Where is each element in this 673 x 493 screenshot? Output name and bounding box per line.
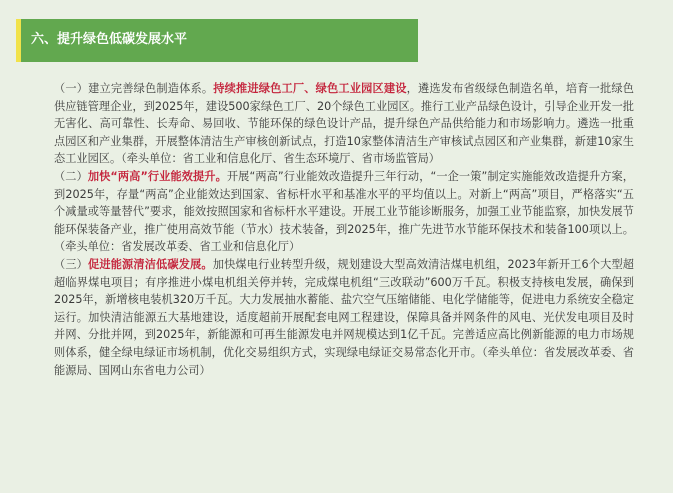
paragraph-prefix: （二）: [54, 169, 88, 183]
paragraph-prefix: （一）建立完善绿色制造体系。: [54, 82, 214, 95]
paragraph-highlight: 加快“两高”行业能效提升。: [87, 169, 227, 183]
paragraph-highlight: 促进能源清洁低碳发展。: [88, 257, 213, 271]
paragraph-highlight: 持续推进绿色工厂、绿色工业园区建设: [213, 82, 407, 95]
paragraph-text: 加快煤电行业转型升级，规划建设大型高效清洁煤电机组，2023年新开工6个大型超超临界煤电项目；有序推进小煤电机组关停并转，完成煤电机组“三改联动”600万千瓦。积极支持核电发展，确保到2025年，新增核电装机320万千瓦。大力发展抽水蓄能、盐穴空气压缩储能、电化学储能等，促进电力系统安全稳定运行。加快清洁能源五大基地建设，适度超前开展配套电网工程建设，保障具备并网条件的风电、光伏发电项目及时并网、分批并网，到2025年，新能源和可再生能源发电并网规模达到1亿千瓦。完善适应高比例新能源的电力市场规则体系，健全绿电绿证市场机制，优化交易组织方式，实现绿电绿证交易常态化开市。（牵头单位：省发展改革委、省能源局、国网山东省电力公司）: [54, 257, 634, 377]
paragraph-text: ，遴选发布省级绿色制造名单，培育一批绿色供应链管理企业，到2025年，建设500家绿色工厂、20个绿色工业园区。推行工业产品绿色设计，引导企业开发一批无害化、高可靠性、长寿命、易回收、节能环保的绿色设计产品，提升绿色产品供给能力和市场影响力。遴选一批重点园区和产业集群，开展整体清洁生产审核创新试点，打造10家整体清洁生产审核试点园区和产业集群，新建10家生态工业园区。（牵头单位：省工业和信息化厅、省生态环境厅、省市场监管局）: [54, 82, 634, 166]
paragraph-green-manufacturing: [54, 80, 634, 168]
section-title: 六、提升绿色低碳发展水平: [31, 32, 188, 47]
paragraph-prefix: （三）: [54, 257, 89, 271]
paragraph-text: 开展“两高”行业能效改造提升三年行动，“一企一策”制定实施能效改造提升方案，到2025年，存量“两高”企业能效达到国家、省标杆水平和基准水平的平均值以上。对新上“两高”项目，严格落实“五个减量或等量替代”要求，能效按照国家和省标杆水平建设。开展工业节能诊断服务，加强工业节能监察，加快发展节能环保装备产业，推广使用高效节能（节水）技术装备，到2025年，推广先进节水节能环保技术和装备100项以上。（牵头单位：省发展改革委、省工业和信息化厅）: [54, 169, 634, 254]
paragraph-energy-efficiency: [54, 168, 634, 256]
section-header-bar: [16, 19, 418, 62]
paragraph-clean-energy: [54, 256, 634, 379]
article-body: [54, 80, 634, 379]
